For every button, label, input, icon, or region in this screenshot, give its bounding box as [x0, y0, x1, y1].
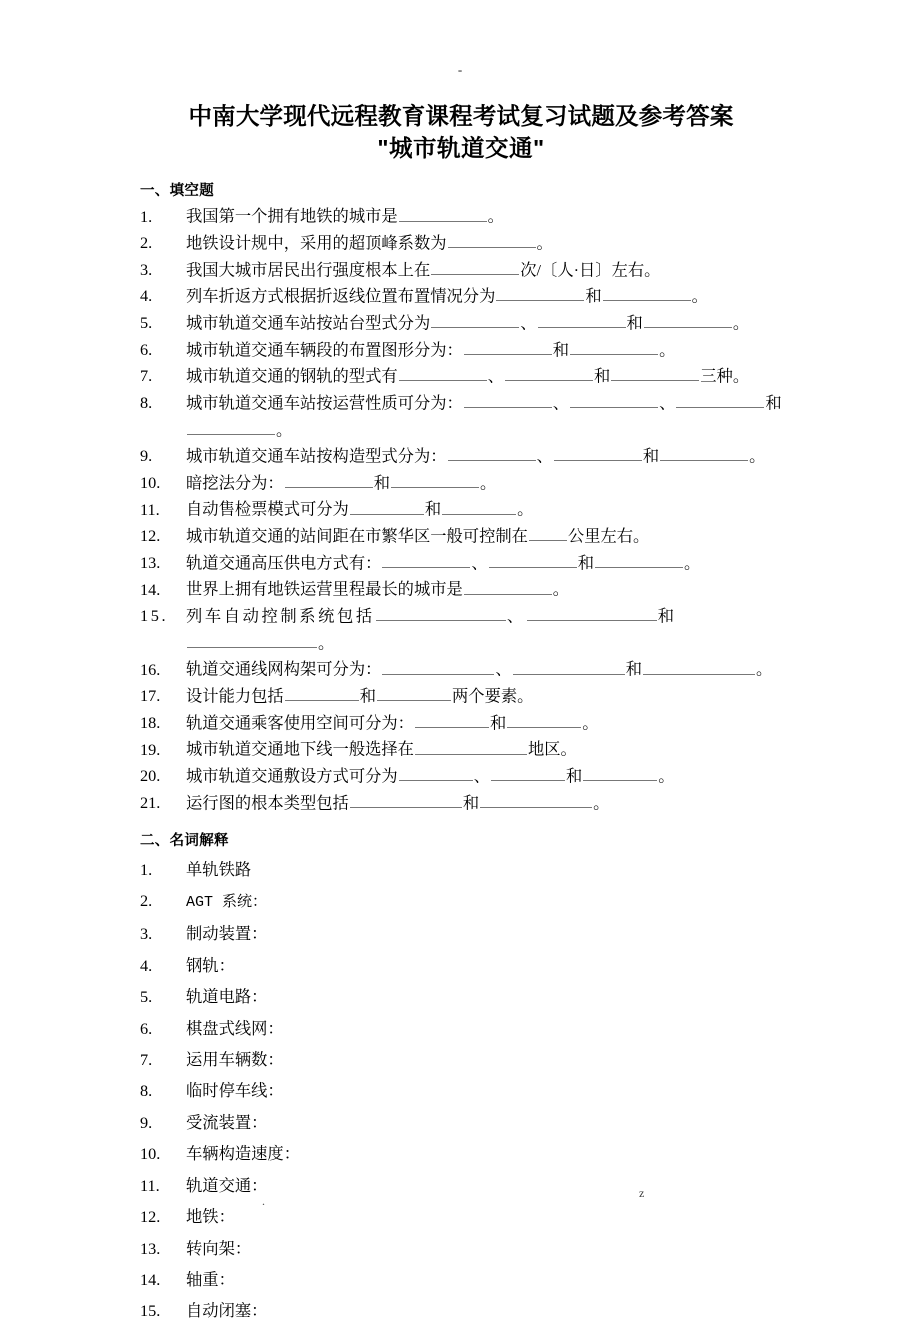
answer-blank[interactable]	[350, 790, 462, 808]
item-number: 1.	[140, 206, 153, 226]
term-label: 自动闭塞：	[186, 1301, 268, 1321]
item-number: 10.	[140, 473, 161, 493]
term-number: 10.	[140, 1144, 161, 1164]
term-label: 转向架：	[186, 1238, 252, 1258]
term-item	[140, 1138, 782, 1169]
fill-in-blank-item	[140, 656, 782, 683]
item-text: 我国大城市居民出行强度根本上在	[186, 259, 431, 279]
fill-in-blank-item	[140, 763, 782, 790]
term-item	[140, 854, 782, 885]
item-text: 轨道交通高压供电方式有：	[186, 553, 382, 573]
item-text: 次/〔人·日〕左右。	[520, 259, 661, 279]
answer-blank[interactable]	[491, 763, 565, 781]
answer-blank[interactable]	[489, 550, 577, 568]
answer-blank[interactable]	[431, 310, 519, 328]
answer-blank[interactable]	[464, 337, 552, 355]
item-text: 。	[691, 286, 708, 306]
fill-in-blank-item	[140, 523, 782, 550]
term-number: 2.	[140, 891, 153, 911]
term-number: 12.	[140, 1207, 161, 1227]
fill-in-blank-item	[140, 496, 782, 523]
item-number: 2.	[140, 233, 153, 253]
item-number: 4.	[140, 286, 153, 306]
fill-in-blank-item	[140, 576, 782, 603]
term-label: 钢轨：	[186, 955, 235, 975]
term-item	[140, 1107, 782, 1138]
section-heading-2: 二、名词解释	[140, 833, 229, 850]
term-item	[140, 1170, 782, 1201]
item-text: 我国第一个拥有地铁的城市是	[186, 206, 398, 226]
term-label: 临时停车线：	[186, 1081, 284, 1101]
item-number: 17.	[140, 686, 161, 706]
fill-in-blank-list	[140, 203, 782, 816]
footer-mark-left: .	[262, 1194, 265, 1208]
answer-blank[interactable]	[513, 656, 625, 674]
answer-blank[interactable]	[187, 417, 275, 435]
answer-blank[interactable]	[399, 763, 473, 781]
answer-blank[interactable]	[350, 496, 424, 514]
answer-blank[interactable]	[527, 603, 657, 621]
term-number: 11.	[140, 1175, 160, 1195]
term-number: 1.	[140, 859, 153, 879]
document-content	[140, 100, 782, 1327]
fill-in-blank-item	[140, 203, 782, 230]
item-text: 和	[462, 792, 480, 812]
answer-blank[interactable]	[415, 710, 489, 728]
term-item	[140, 885, 782, 918]
item-text: 。	[480, 473, 497, 493]
item-text: 列车折返方式根据折返线位置布置情况分为	[186, 286, 496, 306]
fill-in-blank-item	[140, 790, 782, 817]
item-number: 11.	[140, 499, 160, 519]
item-text: 。	[659, 339, 676, 359]
item-text: 、	[536, 446, 553, 466]
term-number: 14.	[140, 1270, 161, 1289]
answer-blank[interactable]	[448, 230, 536, 248]
term-number: 6.	[140, 1018, 153, 1038]
item-text: 自动售检票模式可分为	[186, 499, 349, 519]
term-number: 13.	[140, 1238, 161, 1258]
fill-in-blank-item	[140, 230, 782, 257]
answer-blank[interactable]	[376, 603, 506, 621]
answer-blank[interactable]	[399, 203, 487, 221]
item-text: 、	[495, 659, 512, 679]
term-item	[140, 981, 782, 1012]
answer-blank[interactable]	[660, 443, 748, 461]
fill-in-blank-item	[140, 337, 782, 364]
item-number: 13.	[140, 553, 161, 573]
term-number: 9.	[140, 1112, 153, 1132]
answer-blank[interactable]	[285, 470, 373, 488]
item-text: 列车自动控制系统包括	[186, 606, 375, 626]
term-label: 轨道电路：	[186, 987, 268, 1007]
item-number: 20.	[140, 766, 161, 786]
term-label: 轴重：	[186, 1270, 235, 1289]
term-label: AGT 系统：	[186, 894, 268, 912]
fill-in-blank-item	[140, 390, 782, 443]
item-number: 3.	[140, 259, 153, 279]
page-title: 中南大学现代远程教育课程考试复习试题及参考答案	[188, 103, 734, 129]
item-text: 。	[487, 206, 504, 226]
fill-in-blank-item	[140, 443, 782, 470]
item-text: 。	[517, 499, 534, 519]
item-text: 、	[506, 606, 526, 626]
item-text: 和	[489, 712, 507, 732]
item-text: 、	[659, 393, 676, 413]
item-text: 、	[552, 393, 570, 413]
item-text: 地铁设计规中，采用的超顶峰系数为	[186, 233, 447, 253]
item-text: 暗挖法分为：	[186, 473, 284, 493]
answer-blank[interactable]	[415, 736, 527, 754]
fill-in-blank-item	[140, 363, 782, 390]
item-number: 16.	[140, 659, 161, 679]
item-text: 城市轨道交通敷设方式可分为	[186, 766, 398, 786]
item-text: 和	[625, 659, 642, 679]
answer-blank[interactable]	[382, 656, 494, 674]
term-label: 受流装置：	[186, 1112, 268, 1132]
item-text: 。	[683, 553, 701, 573]
term-item	[140, 1233, 782, 1264]
item-text: 城市轨道交通地下线一般选择在	[186, 739, 414, 759]
answer-blank[interactable]	[644, 310, 732, 328]
term-label: 制动装置：	[186, 924, 268, 944]
term-label: 单轨铁路	[186, 859, 252, 879]
page-subtitle: "城市轨道交通"	[377, 135, 545, 162]
answer-blank[interactable]	[480, 790, 592, 808]
item-text: 城市轨道交通车站按站台型式分为	[186, 313, 431, 333]
term-item	[140, 1013, 782, 1044]
fill-in-blank-item	[140, 283, 782, 310]
answer-blank[interactable]	[399, 363, 487, 381]
footer-mark-right: z	[639, 1186, 645, 1200]
answer-blank[interactable]	[603, 283, 691, 301]
item-text: 。	[318, 633, 337, 653]
item-text: 、	[487, 366, 504, 386]
answer-blank[interactable]	[643, 656, 755, 674]
item-number: 5.	[140, 313, 153, 333]
term-item	[140, 1295, 782, 1326]
item-text: 公里左右。	[567, 526, 650, 546]
item-text: 和	[593, 366, 611, 386]
fill-in-blank-item	[140, 470, 782, 497]
item-text: 和	[552, 339, 570, 359]
item-text: 轨道交通线网构架可分为：	[186, 659, 382, 679]
answer-blank[interactable]	[382, 550, 470, 568]
term-item	[140, 950, 782, 981]
answer-blank[interactable]	[496, 283, 584, 301]
item-text: 城市轨道交通车站按运营性质可分为：	[186, 393, 463, 413]
item-text: 三种。	[700, 366, 750, 386]
item-text: 和	[373, 473, 390, 493]
answer-blank[interactable]	[554, 443, 642, 461]
term-label: 车辆构造速度：	[186, 1144, 300, 1164]
answer-blank[interactable]	[187, 630, 317, 648]
term-label: 地铁：	[186, 1207, 235, 1227]
item-text: 、	[520, 313, 537, 333]
item-text: 世界上拥有地铁运营里程最长的城市是	[186, 579, 463, 599]
item-number: 7.	[140, 366, 153, 386]
term-item	[140, 1201, 782, 1232]
answer-blank[interactable]	[505, 363, 593, 381]
answer-blank[interactable]	[391, 470, 479, 488]
item-number: 19.	[140, 739, 161, 759]
answer-blank[interactable]	[538, 310, 626, 328]
term-number: 4.	[140, 955, 153, 975]
item-text: 和	[585, 286, 602, 306]
item-text: 和	[359, 686, 376, 706]
item-text: 和	[626, 313, 643, 333]
fill-in-blank-item	[140, 310, 782, 337]
fill-in-blank-item	[140, 257, 782, 284]
term-number: 7.	[140, 1049, 153, 1069]
answer-blank[interactable]	[529, 523, 567, 541]
item-text: 。	[582, 712, 599, 732]
item-text: 城市轨道交通车辆段的布置图形分为：	[186, 339, 463, 359]
item-number: 6.	[140, 339, 153, 359]
answer-blank[interactable]	[464, 576, 552, 594]
fill-in-blank-item	[140, 603, 782, 656]
item-text: 。	[552, 579, 570, 599]
item-text: 、	[473, 766, 490, 786]
answer-blank[interactable]	[464, 390, 552, 408]
fill-in-blank-item	[140, 736, 782, 763]
term-item	[140, 1075, 782, 1106]
answer-blank[interactable]	[448, 443, 536, 461]
item-text: 运行图的根本类型包括	[186, 792, 349, 812]
item-number: 12.	[140, 526, 161, 546]
item-text: 地区。	[527, 739, 577, 759]
item-number: 9.	[140, 446, 153, 466]
item-text: 和	[577, 553, 594, 573]
item-text: 。	[749, 446, 766, 466]
term-label: 棋盘式线网：	[186, 1018, 284, 1038]
item-text: 和	[765, 393, 782, 413]
answer-blank[interactable]	[507, 710, 581, 728]
top-page-mark: -	[457, 62, 463, 77]
term-label: 运用车辆数：	[186, 1049, 284, 1069]
term-item	[140, 1044, 782, 1075]
term-item	[140, 1264, 782, 1295]
item-number: 14.	[140, 579, 161, 599]
term-label: 轨道交通：	[186, 1175, 268, 1195]
section-term-explanation	[140, 830, 782, 1327]
answer-blank[interactable]	[442, 496, 516, 514]
term-list	[140, 854, 782, 1327]
item-text: 城市轨道交通车站按构造型式分为：	[186, 446, 447, 466]
item-text: 两个要素。	[452, 686, 534, 706]
fill-in-blank-item	[140, 683, 782, 710]
item-text: 、	[471, 553, 488, 573]
item-number: 15.	[140, 606, 169, 626]
answer-blank[interactable]	[611, 363, 699, 381]
item-text: 和	[642, 446, 660, 466]
item-text: 城市轨道交通的钢轨的型式有	[186, 366, 398, 386]
item-text: 轨道交通乘客使用空间可分为：	[186, 712, 414, 732]
section-fill-in-blanks	[140, 180, 782, 817]
item-text: 。	[658, 766, 675, 786]
item-text: 。	[732, 313, 750, 333]
item-text: 和	[657, 606, 677, 626]
fill-in-blank-item	[140, 550, 782, 577]
term-item	[140, 918, 782, 949]
answer-blank[interactable]	[570, 337, 658, 355]
item-text: 城市轨道交通的站间距在市繁华区一般可控制在	[186, 526, 528, 546]
item-text: 。	[755, 659, 773, 679]
answer-blank[interactable]	[285, 683, 359, 701]
term-number: 5.	[140, 987, 153, 1007]
term-number: 3.	[140, 924, 153, 944]
answer-blank[interactable]	[583, 763, 657, 781]
term-number: 15.	[140, 1301, 161, 1321]
item-text: 和	[424, 499, 442, 519]
item-text: 。	[276, 419, 293, 439]
item-text: 设计能力包括	[186, 686, 284, 706]
term-number: 8.	[140, 1081, 153, 1101]
item-number: 18.	[140, 712, 161, 732]
item-number: 8.	[140, 393, 153, 413]
answer-blank[interactable]	[431, 257, 519, 275]
section-heading-1: 一、填空题	[140, 182, 214, 199]
item-text: 和	[565, 766, 583, 786]
answer-blank[interactable]	[570, 390, 658, 408]
item-text: 。	[536, 233, 553, 253]
item-number: 21.	[140, 792, 161, 812]
fill-in-blank-item	[140, 710, 782, 737]
item-text: 。	[593, 792, 610, 812]
answer-blank[interactable]	[595, 550, 683, 568]
answer-blank[interactable]	[676, 390, 764, 408]
answer-blank[interactable]	[377, 683, 451, 701]
